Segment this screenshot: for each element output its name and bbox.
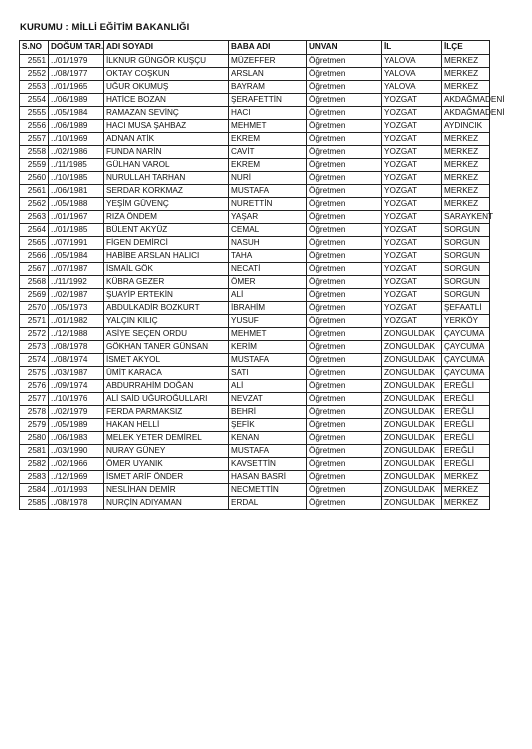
cell-name: NURÇİN ADIYAMAN — [104, 496, 229, 509]
cell-sno: 2568 — [20, 275, 49, 288]
cell-title: Öğretmen — [307, 54, 382, 67]
cell-name: GÜLHAN VAROL — [104, 158, 229, 171]
cell-district: ÇAYCUMA — [442, 366, 490, 379]
cell-district: MERKEZ — [442, 184, 490, 197]
cell-name: YEŞİM GÜVENÇ — [104, 197, 229, 210]
cell-province: YOZGAT — [382, 236, 442, 249]
cell-province: YOZGAT — [382, 197, 442, 210]
cell-title: Öğretmen — [307, 405, 382, 418]
table-row — [20, 340, 490, 353]
table-row — [20, 132, 490, 145]
table-row — [20, 483, 490, 496]
cell-birth-date: ../11/1992 — [49, 275, 104, 288]
cell-father-name: MUSTAFA — [229, 184, 307, 197]
cell-province: ZONGULDAK — [382, 418, 442, 431]
table-row — [20, 119, 490, 132]
table-row — [20, 249, 490, 262]
cell-birth-date: ../10/1969 — [49, 132, 104, 145]
cell-title: Öğretmen — [307, 496, 382, 509]
cell-sno: 2559 — [20, 158, 49, 171]
cell-province: YOZGAT — [382, 301, 442, 314]
table-row — [20, 197, 490, 210]
cell-title: Öğretmen — [307, 197, 382, 210]
cell-title: Öğretmen — [307, 288, 382, 301]
cell-birth-date: ../08/1974 — [49, 353, 104, 366]
cell-title: Öğretmen — [307, 275, 382, 288]
cell-title: Öğretmen — [307, 106, 382, 119]
column-header-father-name: BABA ADI — [229, 41, 307, 55]
cell-name: ÜMİT KARACA — [104, 366, 229, 379]
cell-father-name: NASUH — [229, 236, 307, 249]
column-header-province: İL — [382, 41, 442, 55]
cell-name: İSMAİL GÖK — [104, 262, 229, 275]
cell-sno: 2556 — [20, 119, 49, 132]
cell-title: Öğretmen — [307, 132, 382, 145]
cell-father-name: EKREM — [229, 132, 307, 145]
cell-title: Öğretmen — [307, 392, 382, 405]
cell-province: YOZGAT — [382, 106, 442, 119]
table-header-row — [20, 41, 490, 55]
table-row — [20, 67, 490, 80]
cell-province: YOZGAT — [382, 249, 442, 262]
cell-sno: 2575 — [20, 366, 49, 379]
column-header-title: UNVAN — [307, 41, 382, 55]
cell-title: Öğretmen — [307, 158, 382, 171]
cell-birth-date: ../05/1984 — [49, 106, 104, 119]
cell-district: MERKEZ — [442, 80, 490, 93]
cell-father-name: NECATİ — [229, 262, 307, 275]
column-header-name: ADI SOYADI — [104, 41, 229, 55]
cell-sno: 2569 — [20, 288, 49, 301]
cell-province: ZONGULDAK — [382, 444, 442, 457]
table-row — [20, 470, 490, 483]
cell-father-name: NURETTİN — [229, 197, 307, 210]
cell-birth-date: ../12/1988 — [49, 327, 104, 340]
cell-sno: 2566 — [20, 249, 49, 262]
cell-name: İSMET AKYOL — [104, 353, 229, 366]
cell-birth-date: ../06/1989 — [49, 93, 104, 106]
cell-birth-date: ../01/1993 — [49, 483, 104, 496]
cell-province: YOZGAT — [382, 275, 442, 288]
cell-father-name: NECMETTİN — [229, 483, 307, 496]
cell-district: EREĞLİ — [442, 444, 490, 457]
cell-father-name: CAVİT — [229, 145, 307, 158]
cell-district: MERKEZ — [442, 197, 490, 210]
cell-sno: 2576 — [20, 379, 49, 392]
cell-sno: 2554 — [20, 93, 49, 106]
table-row — [20, 457, 490, 470]
cell-father-name: ALİ — [229, 288, 307, 301]
cell-name: ŞUAYİP ERTEKİN — [104, 288, 229, 301]
cell-birth-date: ../05/1988 — [49, 197, 104, 210]
cell-district: SORGUN — [442, 262, 490, 275]
cell-district: MERKEZ — [442, 171, 490, 184]
cell-sno: 2564 — [20, 223, 49, 236]
cell-district: ŞEFAATLİ — [442, 301, 490, 314]
cell-birth-date: ../01/1979 — [49, 54, 104, 67]
cell-father-name: NURİ — [229, 171, 307, 184]
cell-name: ALİ SAİD UĞUROĞULLARI — [104, 392, 229, 405]
cell-district: ÇAYCUMA — [442, 340, 490, 353]
table-row — [20, 106, 490, 119]
table-row — [20, 223, 490, 236]
cell-district: EREĞLİ — [442, 457, 490, 470]
cell-title: Öğretmen — [307, 366, 382, 379]
cell-birth-date: ../10/1985 — [49, 171, 104, 184]
cell-name: ABDURRAHİM DOĞAN — [104, 379, 229, 392]
cell-birth-date: ../10/1976 — [49, 392, 104, 405]
cell-birth-date: ../03/1990 — [49, 444, 104, 457]
column-header-sno: S.NO — [20, 41, 49, 55]
cell-district: MERKEZ — [442, 496, 490, 509]
cell-title: Öğretmen — [307, 457, 382, 470]
cell-birth-date: ../03/1987 — [49, 366, 104, 379]
cell-name: SERDAR KORKMAZ — [104, 184, 229, 197]
cell-district: ÇAYCUMA — [442, 327, 490, 340]
cell-province: YOZGAT — [382, 210, 442, 223]
cell-district: SORGUN — [442, 236, 490, 249]
cell-province: YALOVA — [382, 80, 442, 93]
cell-father-name: ARSLAN — [229, 67, 307, 80]
cell-title: Öğretmen — [307, 210, 382, 223]
cell-sno: 2558 — [20, 145, 49, 158]
cell-district: EREĞLİ — [442, 379, 490, 392]
cell-province: ZONGULDAK — [382, 496, 442, 509]
cell-sno: 2585 — [20, 496, 49, 509]
cell-province: YOZGAT — [382, 314, 442, 327]
cell-sno: 2580 — [20, 431, 49, 444]
cell-father-name: MUSTAFA — [229, 353, 307, 366]
cell-father-name: YAŞAR — [229, 210, 307, 223]
cell-birth-date: ../09/1974 — [49, 379, 104, 392]
cell-name: FERDA PARMAKSIZ — [104, 405, 229, 418]
cell-title: Öğretmen — [307, 262, 382, 275]
cell-father-name: YUSUF — [229, 314, 307, 327]
cell-sno: 2584 — [20, 483, 49, 496]
cell-province: YOZGAT — [382, 158, 442, 171]
cell-title: Öğretmen — [307, 223, 382, 236]
cell-province: YOZGAT — [382, 132, 442, 145]
cell-title: Öğretmen — [307, 93, 382, 106]
cell-district: MERKEZ — [442, 470, 490, 483]
cell-father-name: ŞEFİK — [229, 418, 307, 431]
table-row — [20, 405, 490, 418]
cell-birth-date: ../08/1977 — [49, 67, 104, 80]
cell-name: HABİBE ARSLAN HALICI — [104, 249, 229, 262]
cell-name: ABDULKADİR BOZKURT — [104, 301, 229, 314]
table-row — [20, 444, 490, 457]
cell-district: AYDINCIK — [442, 119, 490, 132]
cell-father-name: SATI — [229, 366, 307, 379]
cell-father-name: KERİM — [229, 340, 307, 353]
cell-father-name: HACI — [229, 106, 307, 119]
cell-district: MERKEZ — [442, 67, 490, 80]
table-row — [20, 379, 490, 392]
cell-father-name: NEVZAT — [229, 392, 307, 405]
cell-province: ZONGULDAK — [382, 366, 442, 379]
cell-title: Öğretmen — [307, 470, 382, 483]
cell-province: YOZGAT — [382, 262, 442, 275]
cell-sno: 2553 — [20, 80, 49, 93]
table-row — [20, 262, 490, 275]
cell-birth-date: ../06/1989 — [49, 119, 104, 132]
cell-province: ZONGULDAK — [382, 457, 442, 470]
cell-sno: 2583 — [20, 470, 49, 483]
cell-sno: 2573 — [20, 340, 49, 353]
cell-title: Öğretmen — [307, 353, 382, 366]
cell-father-name: MEHMET — [229, 119, 307, 132]
cell-title: Öğretmen — [307, 444, 382, 457]
cell-sno: 2578 — [20, 405, 49, 418]
table-row — [20, 210, 490, 223]
cell-birth-date: ../05/1989 — [49, 418, 104, 431]
cell-birth-date: ../08/1978 — [49, 496, 104, 509]
table-row — [20, 366, 490, 379]
cell-district: MERKEZ — [442, 132, 490, 145]
cell-father-name: KAVSETTİN — [229, 457, 307, 470]
cell-sno: 2560 — [20, 171, 49, 184]
cell-father-name: MUSTAFA — [229, 444, 307, 457]
cell-title: Öğretmen — [307, 236, 382, 249]
cell-birth-date: ../02/1986 — [49, 145, 104, 158]
cell-province: ZONGULDAK — [382, 405, 442, 418]
cell-province: YOZGAT — [382, 223, 442, 236]
cell-district: MERKEZ — [442, 483, 490, 496]
cell-sno: 2577 — [20, 392, 49, 405]
cell-name: BÜLENT AKYÜZ — [104, 223, 229, 236]
cell-province: YOZGAT — [382, 288, 442, 301]
cell-district: MERKEZ — [442, 145, 490, 158]
cell-title: Öğretmen — [307, 145, 382, 158]
column-header-district: İLÇE — [442, 41, 490, 55]
cell-father-name: EKREM — [229, 158, 307, 171]
table-row — [20, 80, 490, 93]
cell-sno: 2582 — [20, 457, 49, 470]
cell-birth-date: ../05/1984 — [49, 249, 104, 262]
cell-name: İLKNUR GÜNGÖR KUŞÇU — [104, 54, 229, 67]
cell-title: Öğretmen — [307, 301, 382, 314]
cell-name: ASİYE SEÇEN ORDU — [104, 327, 229, 340]
cell-sno: 2571 — [20, 314, 49, 327]
cell-sno: 2562 — [20, 197, 49, 210]
table-row — [20, 171, 490, 184]
cell-name: HACI MUSA ŞAHBAZ — [104, 119, 229, 132]
cell-province: ZONGULDAK — [382, 470, 442, 483]
cell-father-name: MEHMET — [229, 327, 307, 340]
cell-sno: 2551 — [20, 54, 49, 67]
table-row — [20, 496, 490, 509]
table-row — [20, 145, 490, 158]
cell-title: Öğretmen — [307, 379, 382, 392]
cell-birth-date: ../06/1983 — [49, 431, 104, 444]
cell-title: Öğretmen — [307, 80, 382, 93]
cell-district: SORGUN — [442, 288, 490, 301]
cell-father-name: MÜZEFFER — [229, 54, 307, 67]
cell-sno: 2557 — [20, 132, 49, 145]
cell-name: FİGEN DEMİRCİ — [104, 236, 229, 249]
table-row — [20, 288, 490, 301]
cell-province: YALOVA — [382, 67, 442, 80]
table-row — [20, 158, 490, 171]
cell-birth-date: ../01/1965 — [49, 80, 104, 93]
cell-district: ÇAYCUMA — [442, 353, 490, 366]
cell-sno: 2579 — [20, 418, 49, 431]
cell-father-name: BEHRİ — [229, 405, 307, 418]
cell-province: ZONGULDAK — [382, 379, 442, 392]
cell-province: YOZGAT — [382, 145, 442, 158]
cell-district: EREĞLİ — [442, 418, 490, 431]
cell-district: EREĞLİ — [442, 392, 490, 405]
cell-name: HAKAN HELLİ — [104, 418, 229, 431]
cell-title: Öğretmen — [307, 431, 382, 444]
cell-name: ADNAN ATİK — [104, 132, 229, 145]
cell-province: ZONGULDAK — [382, 353, 442, 366]
cell-title: Öğretmen — [307, 418, 382, 431]
cell-birth-date: ../01/1967 — [49, 210, 104, 223]
cell-birth-date: ../01/1982 — [49, 314, 104, 327]
cell-province: YOZGAT — [382, 93, 442, 106]
cell-title: Öğretmen — [307, 67, 382, 80]
cell-title: Öğretmen — [307, 327, 382, 340]
cell-sno: 2552 — [20, 67, 49, 80]
cell-father-name: ŞERAFETTİN — [229, 93, 307, 106]
cell-sno: 2555 — [20, 106, 49, 119]
cell-district: SORGUN — [442, 275, 490, 288]
cell-title: Öğretmen — [307, 249, 382, 262]
cell-name: UĞUR OKUMUŞ — [104, 80, 229, 93]
cell-birth-date: ../01/1985 — [49, 223, 104, 236]
cell-name: İSMET ARİF ÖNDER — [104, 470, 229, 483]
cell-district: AKDAĞMADENİ — [442, 106, 490, 119]
cell-sno: 2567 — [20, 262, 49, 275]
cell-title: Öğretmen — [307, 171, 382, 184]
table-row — [20, 301, 490, 314]
table-row — [20, 275, 490, 288]
cell-name: KÜBRA GEZER — [104, 275, 229, 288]
cell-birth-date: ../07/1991 — [49, 236, 104, 249]
cell-name: RAMAZAN SEVİNÇ — [104, 106, 229, 119]
cell-father-name: KENAN — [229, 431, 307, 444]
cell-province: ZONGULDAK — [382, 327, 442, 340]
cell-province: ZONGULDAK — [382, 431, 442, 444]
cell-birth-date: ../02/1966 — [49, 457, 104, 470]
cell-district: YERKÖY — [442, 314, 490, 327]
cell-name: OKTAY COŞKUN — [104, 67, 229, 80]
table-row — [20, 54, 490, 67]
cell-district: EREĞLİ — [442, 431, 490, 444]
cell-father-name: İBRAHİM — [229, 301, 307, 314]
cell-title: Öğretmen — [307, 340, 382, 353]
cell-sno: 2574 — [20, 353, 49, 366]
cell-sno: 2565 — [20, 236, 49, 249]
cell-district: AKDAĞMADENİ — [442, 93, 490, 106]
cell-birth-date: ../12/1969 — [49, 470, 104, 483]
cell-birth-date: ../07/1987 — [49, 262, 104, 275]
table-row — [20, 327, 490, 340]
cell-father-name: CEMAL — [229, 223, 307, 236]
table-row — [20, 392, 490, 405]
cell-district: SARAYKENT — [442, 210, 490, 223]
cell-district: MERKEZ — [442, 54, 490, 67]
cell-name: ÖMER UYANIK — [104, 457, 229, 470]
cell-birth-date: ../05/1973 — [49, 301, 104, 314]
cell-father-name: ALİ — [229, 379, 307, 392]
personnel-table — [19, 40, 505, 510]
cell-name: GÖKHAN TANER GÜNSAN — [104, 340, 229, 353]
column-header-birth-date: DOĞUM TAR. — [49, 41, 104, 55]
cell-father-name: TAHA — [229, 249, 307, 262]
cell-birth-date: ../08/1978 — [49, 340, 104, 353]
cell-birth-date: ../02/1987 — [49, 288, 104, 301]
cell-title: Öğretmen — [307, 119, 382, 132]
table-row — [20, 418, 490, 431]
page-title: KURUMU : MİLLİ EĞİTİM BAKANLIĞI — [20, 22, 190, 33]
cell-title: Öğretmen — [307, 483, 382, 496]
cell-name: NESLİHAN DEMİR — [104, 483, 229, 496]
cell-district: MERKEZ — [442, 158, 490, 171]
table-body — [20, 54, 505, 509]
cell-district: EREĞLİ — [442, 405, 490, 418]
cell-birth-date: ../06/1981 — [49, 184, 104, 197]
cell-province: YALOVA — [382, 54, 442, 67]
cell-district: SORGUN — [442, 223, 490, 236]
cell-sno: 2563 — [20, 210, 49, 223]
cell-name: FUNDA NARİN — [104, 145, 229, 158]
cell-province: ZONGULDAK — [382, 392, 442, 405]
cell-province: YOZGAT — [382, 184, 442, 197]
cell-name: YALÇIN KILIÇ — [104, 314, 229, 327]
table-row — [20, 353, 490, 366]
cell-name: RIZA ÖNDEM — [104, 210, 229, 223]
cell-name: NURULLAH TARHAN — [104, 171, 229, 184]
cell-name: NURAY GÜNEY — [104, 444, 229, 457]
cell-sno: 2581 — [20, 444, 49, 457]
cell-birth-date: ../11/1985 — [49, 158, 104, 171]
cell-province: ZONGULDAK — [382, 340, 442, 353]
cell-father-name: HASAN BASRİ — [229, 470, 307, 483]
cell-province: YOZGAT — [382, 119, 442, 132]
cell-name: HATİCE BOZAN — [104, 93, 229, 106]
cell-father-name: BAYRAM — [229, 80, 307, 93]
table-row — [20, 236, 490, 249]
cell-district: SORGUN — [442, 249, 490, 262]
cell-title: Öğretmen — [307, 314, 382, 327]
cell-sno: 2561 — [20, 184, 49, 197]
cell-name: MELEK YETER DEMİREL — [104, 431, 229, 444]
cell-birth-date: ../02/1979 — [49, 405, 104, 418]
cell-sno: 2572 — [20, 327, 49, 340]
table-row — [20, 93, 490, 106]
cell-sno: 2570 — [20, 301, 49, 314]
table-row — [20, 314, 490, 327]
cell-province: YOZGAT — [382, 171, 442, 184]
cell-title: Öğretmen — [307, 184, 382, 197]
cell-father-name: ÖMER — [229, 275, 307, 288]
table-row — [20, 431, 490, 444]
cell-province: ZONGULDAK — [382, 483, 442, 496]
cell-father-name: ERDAL — [229, 496, 307, 509]
table-row — [20, 184, 490, 197]
